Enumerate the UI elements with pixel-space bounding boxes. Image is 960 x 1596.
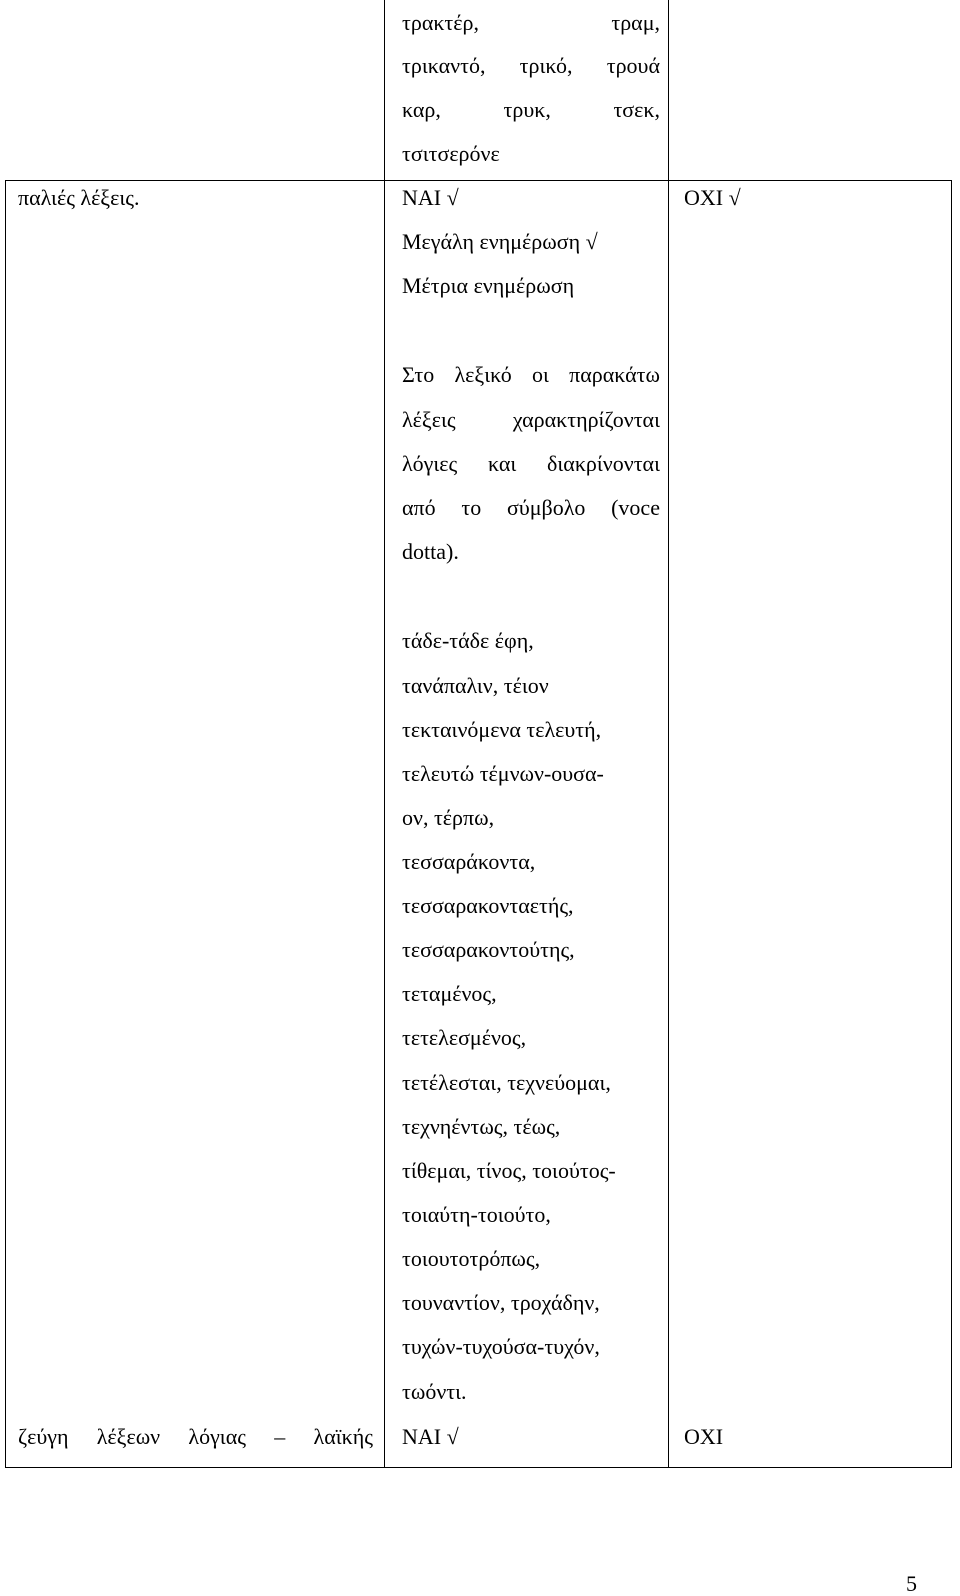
pairs-yes: ΝΑΙ √	[402, 1424, 459, 1449]
table-bottom-border	[5, 1467, 952, 1468]
list-item: τελευτώ τέμνων-ουσα-	[402, 761, 604, 786]
list-item: τεταμένος,	[402, 981, 497, 1006]
list-item: τάδε-τάδε έφη,	[402, 628, 534, 653]
pairs-no: ΟΧΙ	[684, 1424, 724, 1449]
table-col2-divider	[668, 0, 669, 1468]
word-line-2: τρικαντό, τρικό, τρουά	[402, 53, 660, 78]
note-line-5: dotta).	[402, 539, 459, 564]
note-line-2: λέξεις χαρακτηρίζονται	[402, 407, 660, 432]
note-line-1: Στο λεξικό οι παρακάτω	[402, 362, 660, 387]
list-item: τεσσαρακονταετής,	[402, 893, 574, 918]
table-right-border	[951, 180, 952, 1468]
note-line-3: λόγιες και διακρίνονται	[402, 451, 660, 476]
list-item: τετέλεσται, τεχνεύομαι,	[402, 1070, 611, 1095]
list-item: τυχών-τυχούσα-τυχόν,	[402, 1334, 600, 1359]
list-item: τωόντι.	[402, 1379, 467, 1404]
list-item: τεχνηέντως, τέως,	[402, 1114, 561, 1139]
list-item: τανάπαλιν, τέιον	[402, 673, 549, 698]
pairs-label: ζεύγη λέξεων λόγιας – λαϊκής	[18, 1424, 373, 1449]
list-item: ον, τέρπω,	[402, 805, 495, 830]
list-item: τεκταινόμενα τελευτή,	[402, 717, 602, 742]
note-line-4: από το σύμβολο (voce	[402, 495, 660, 520]
big-update: Μεγάλη ενημέρωση √	[402, 229, 598, 254]
list-item: τίθεμαι, τίνος, τοιούτος-	[402, 1158, 616, 1183]
list-item: τουναντίον, τροχάδην,	[402, 1290, 600, 1315]
table-col1-divider	[384, 0, 385, 1468]
old-words-no: ΟΧΙ √	[684, 185, 741, 210]
table-row-divider	[5, 180, 952, 181]
list-item: τεσσαρακοντούτης,	[402, 937, 575, 962]
word-line-3: καρ, τρυκ, τσεκ,	[402, 97, 660, 122]
word-line-1: τρακτέρ, τραμ,	[402, 10, 660, 35]
old-words-label: παλιές λέξεις.	[18, 185, 140, 210]
medium-update: Μέτρια ενημέρωση	[402, 273, 575, 298]
table-left-border	[5, 180, 6, 1468]
old-words-yes: ΝΑΙ √	[402, 185, 459, 210]
page-number: 5	[906, 1571, 917, 1596]
list-item: τοιουτοτρόπως,	[402, 1246, 541, 1271]
list-item: τεσσαράκοντα,	[402, 849, 536, 874]
word-line-4: τσιτσερόνε	[402, 141, 500, 166]
list-item: τοιαύτη-τοιούτο,	[402, 1202, 551, 1227]
list-item: τετελεσμένος,	[402, 1025, 527, 1050]
